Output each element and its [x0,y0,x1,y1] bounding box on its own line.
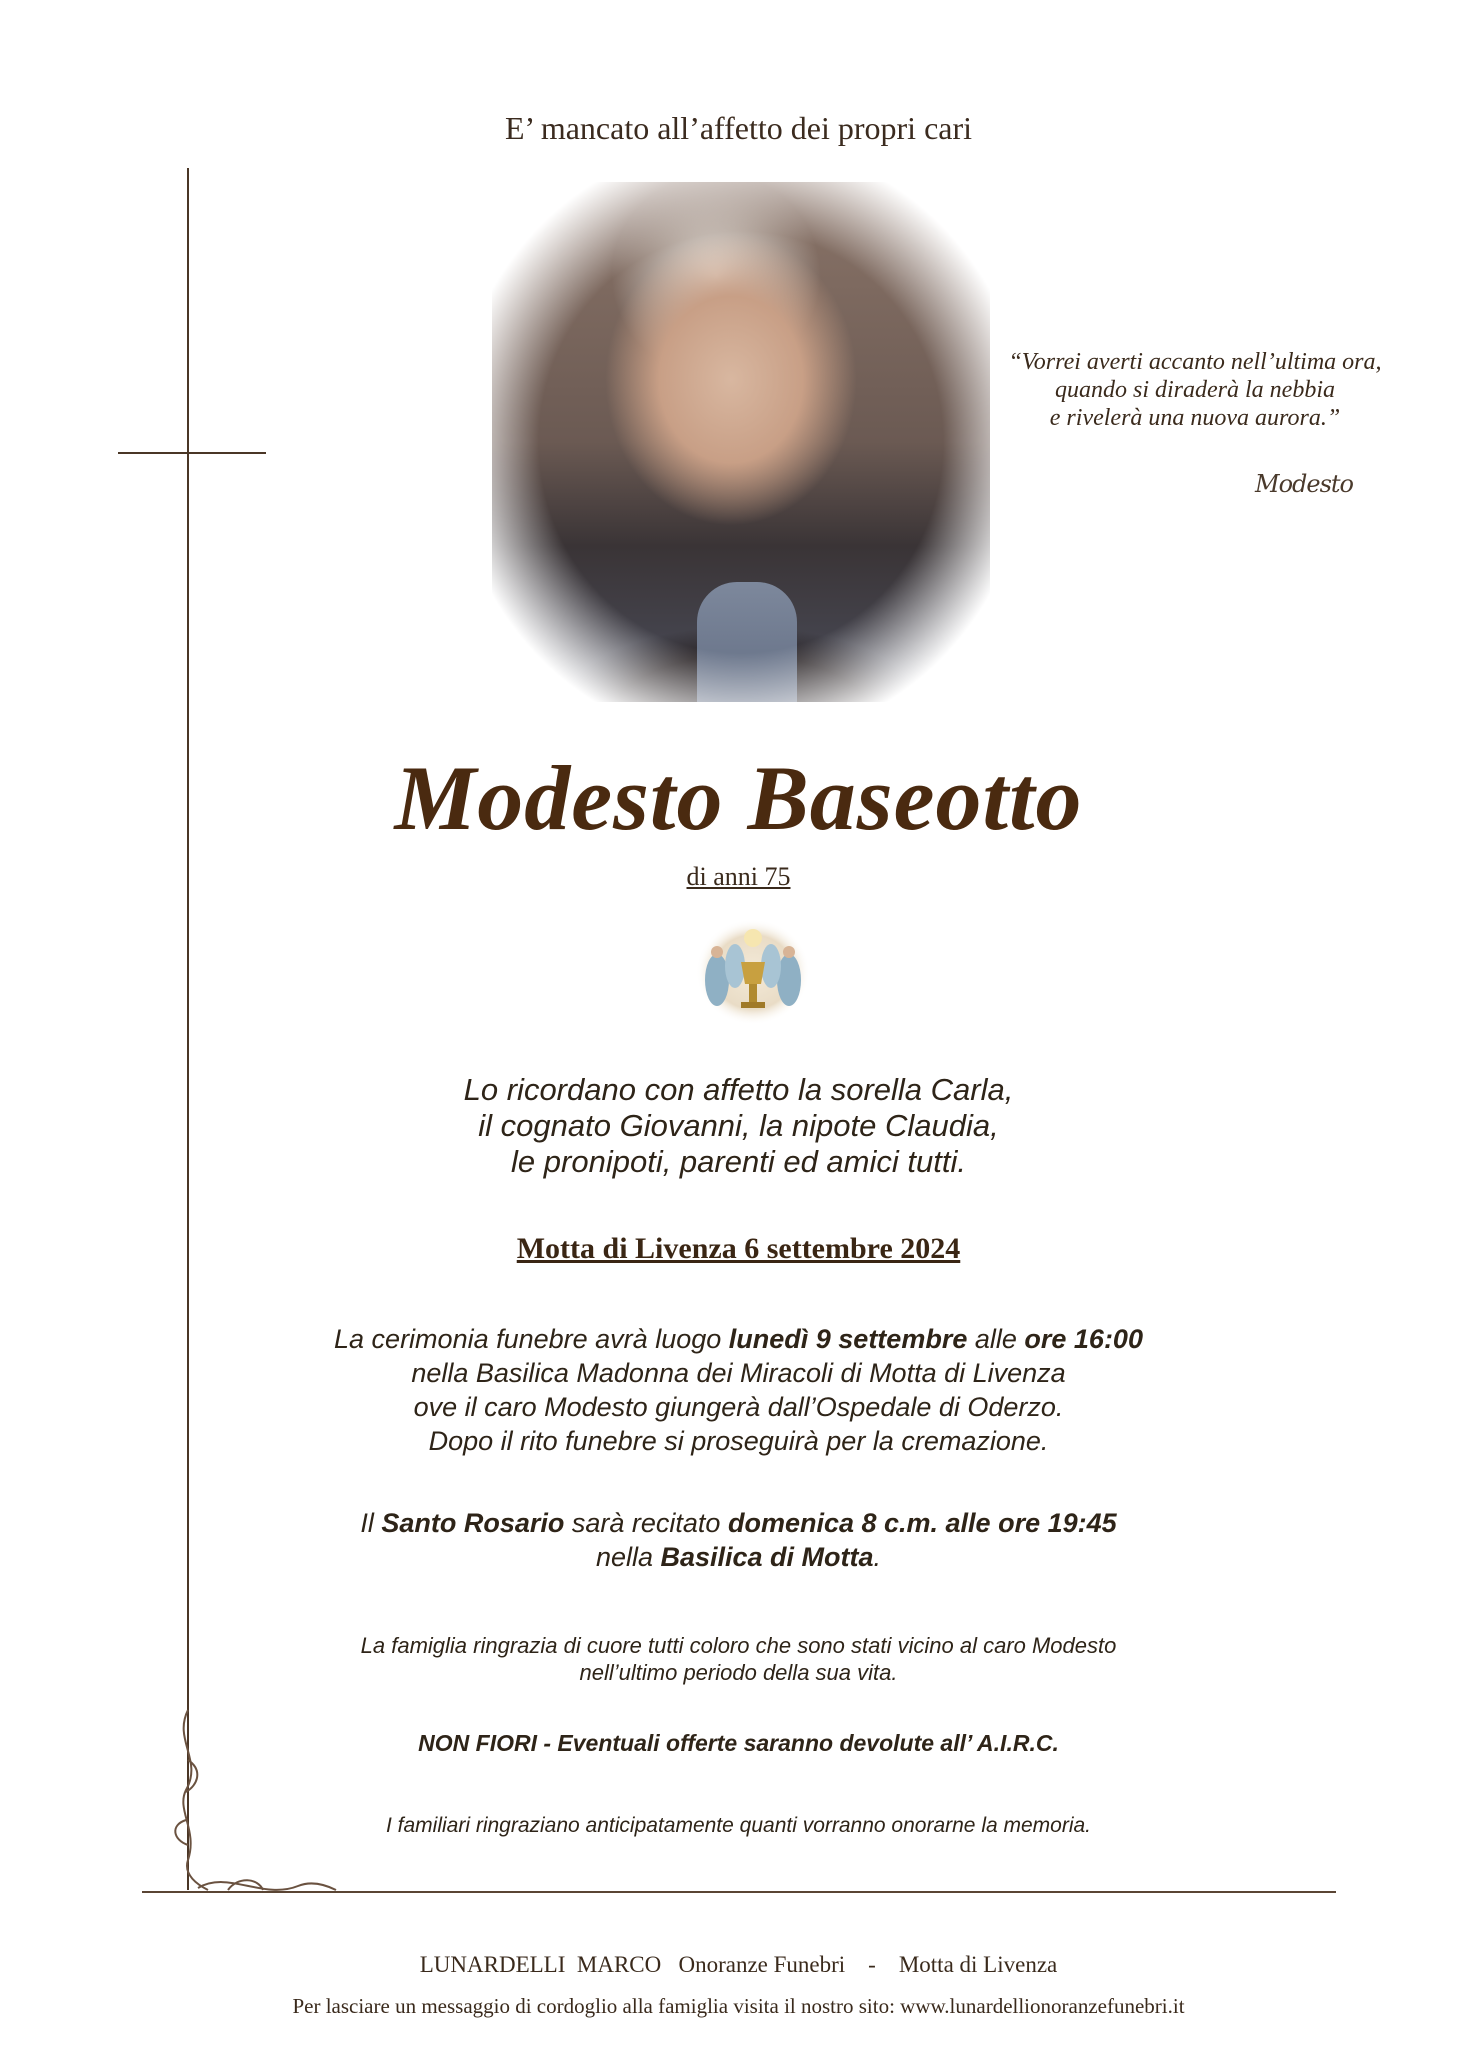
remembrance-text [0,1072,1477,1180]
ceremony-time: ore 16:00 [1024,1324,1143,1354]
ceremony-line: nella Basilica Madonna dei Miracoli di Motta di Livenza [411,1358,1066,1388]
floral-ornament-icon [168,1700,338,1900]
portrait-photo [492,182,990,702]
rosary-line [0,1506,1477,1540]
remembrance-line: le pronipoti, parenti ed amici tutti. [511,1144,966,1179]
no-flowers-notice: NON FIORI - Eventuali offerte saranno devolute all’ A.I.R.C. [418,1730,1059,1756]
footer-message: Per lasciare un messaggio di cordoglio alla famiglia visita il nostro sito: www.lunardellionoranzefunebri.it [292,1994,1185,2018]
ceremony-text-part: alle [967,1324,1025,1354]
place-date: Motta di Livenza 6 settembre 2024 [516,1232,961,1265]
age-text: di anni 75 [686,862,791,891]
quote-signature: Modesto [1255,470,1353,498]
cross-horizontal-line [118,452,266,454]
quote-line: “Vorrei averti accanto nell’ultima ora, [1008,349,1382,375]
ceremony-line: Dopo il rito funebre si proseguirà per la cremazione. [428,1426,1049,1456]
rosary-text-part: sarà recitato [564,1508,728,1538]
ceremony-line [0,1322,1477,1356]
closing-text: I familiari ringraziano anticipatamente quanti vorranno onorarne la memoria. [385,1814,1092,1837]
rosary-text [0,1506,1477,1574]
rosary-text-part: nella [595,1542,661,1572]
deceased-name: Modesto Baseotto [394,747,1083,849]
holy-chalice-icon [695,918,811,1026]
quote-line: e rivelerà una nuova aurora.” [1049,405,1341,431]
rosary-title: Santo Rosario [381,1508,565,1538]
quote-line: quando si diraderà la nebbia [1055,377,1335,403]
quote-block [960,348,1430,432]
rosary-text-part: . [873,1542,882,1572]
thanks-line: La famiglia ringrazia di cuore tutti coloro che sono stati vicino al caro Modesto [360,1633,1117,1658]
rosary-line [0,1540,1477,1574]
remembrance-line: Lo ricordano con affetto la sorella Carla, [463,1072,1014,1107]
ceremony-date: lunedì 9 settembre [728,1324,968,1354]
footer-agency: LUNARDELLI MARCO Onoranze Funebri - Motta di Livenza [419,1952,1058,1977]
thanks-line: nell’ultimo periodo della sua vita. [579,1660,898,1685]
rosary-datetime: domenica 8 c.m. alle ore 19:45 [727,1508,1117,1538]
ceremony-line: ove il caro Modesto giungerà dall’Ospedale di Oderzo. [413,1392,1064,1422]
ceremony-text-part: La cerimonia funebre avrà luogo [334,1324,729,1354]
thanks-text [0,1632,1477,1686]
ceremony-text [0,1322,1477,1458]
portrait-shirt [697,582,797,722]
remembrance-line: il cognato Giovanni, la nipote Claudia, [478,1108,999,1143]
header-text: E’ mancato all’affetto dei propri cari [504,110,973,146]
rosary-place: Basilica di Motta [660,1542,874,1572]
footer-divider [142,1891,1336,1893]
rosary-text-part: Il [360,1508,382,1538]
